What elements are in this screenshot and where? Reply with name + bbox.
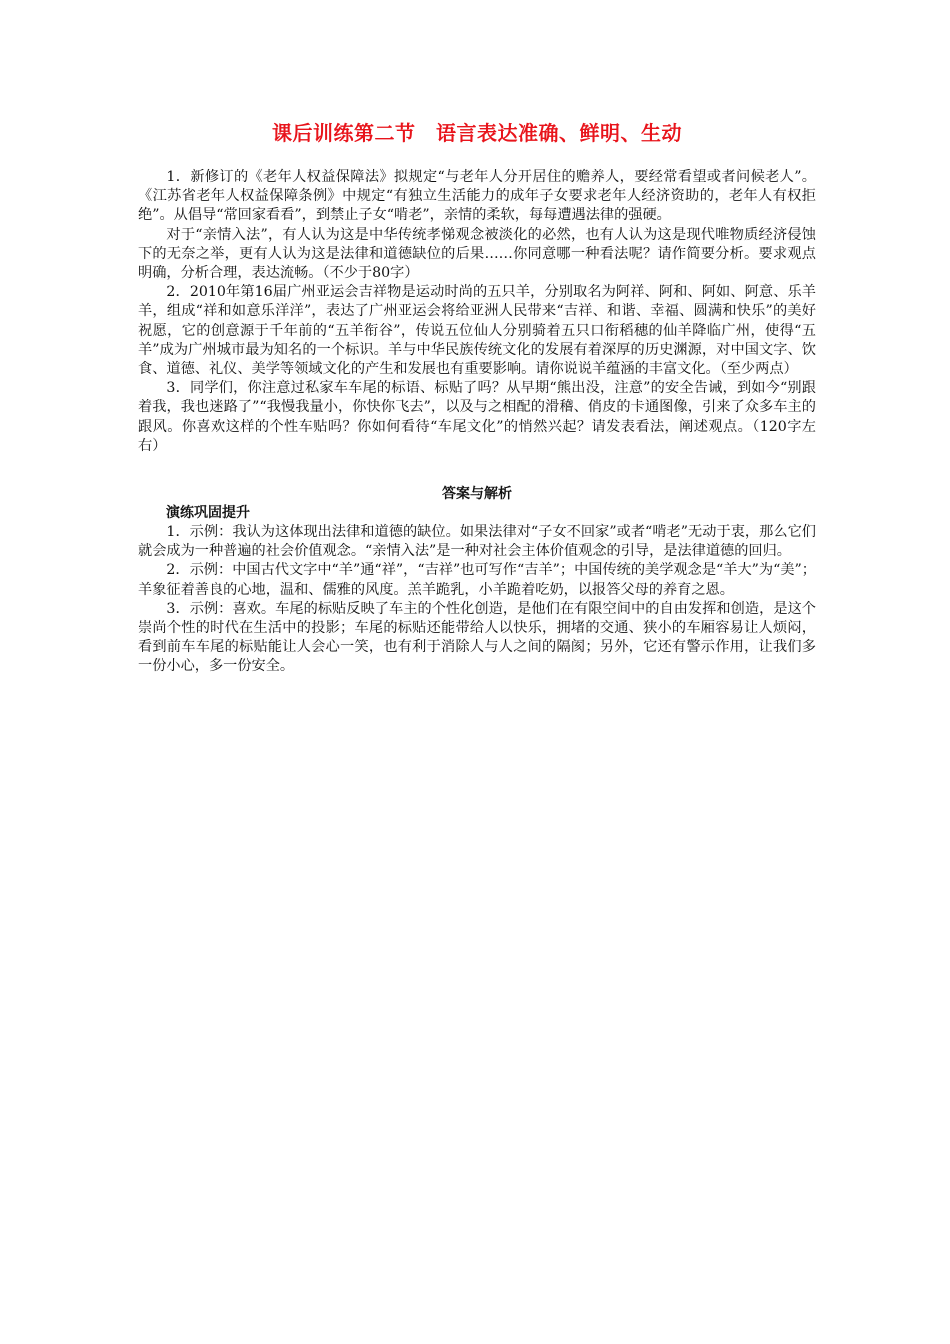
question-1-prompt: 对于“亲情入法”，有人认为这是中华传统孝悌观念被淡化的必然，也有人认为这是现代唯物质经济侵蚀下的无奈之举，更有人认为这是法律和道德缺位的后果……你同意哪一种看法呢？请作简要分析。要求观点明确，分析合理，表达流畅。（不少于80字）: [138, 226, 816, 282]
question-3-text: 3．同学们，你注意过私家车车尾的标语、标贴了吗？从早期“熊出没，注意”的安全告诫，到如今“别跟着我，我也迷路了”“我慢我量小，你快你飞去”，以及与之相配的滑稽、俏皮的卡通图像，引来了众多车主的跟风。你喜欢这样的个性车贴吗？你如何看待“车尾文化”的悄然兴起？请发表看法，阐述观点。（120字左右）: [138, 380, 816, 454]
answer-2-text: 2．示例：中国古代文字中“羊”通“祥”，“吉祥”也可写作“吉羊”；中国传统的美学观念是“羊大”为“美”；羊象征着善良的心地，温和、儒雅的风度。羔羊跪乳，小羊跪着吃奶，以报答父母的养育之恩。: [138, 562, 816, 598]
questions-section: [138, 168, 816, 456]
answers-heading: 答案与解析: [442, 486, 512, 503]
question-2-text: 2．2010年第16届广州亚运会吉祥物是运动时尚的五只羊，分别取名为阿祥、阿和、阿如、阿意、乐羊羊，组成“祥和如意乐洋洋”，表达了广州亚运会将给亚洲人民带来“吉祥、和谐、幸福、圆满和快乐”的美好祝愿，它的创意源于千年前的“五羊衔谷”，传说五位仙人分别骑着五只口衔稻穗的仙羊降临广州，使得“五羊”成为广州城市最为知名的一个标识。羊与中华民族传统文化的发展有着深厚的历史渊源，对中国文字、饮食、道德、礼仪、美学等领域文化的产生和发展也有重要影响。请你说说羊蕴涵的丰富文化。（至少两点）: [138, 284, 816, 378]
answer-1-text: 1．示例：我认为这体现出法律和道德的缺位。如果法律对“子女不回家”或者“啃老”无动于衷，那么它们就会成为一种普遍的社会价值观念。“亲情入法”是一种对社会主体价值观念的引导，是法律道德的回归。: [138, 524, 816, 560]
question-1-text: 1．新修订的《老年人权益保障法》拟规定“与老年人分开居住的赡养人，要经常看望或者问候老人”。《江苏省老年人权益保障条例》中规定“有独立生活能力的成年子女要求老年人经济资助的，老年人有权拒绝”。从倡导“常回家看看”，到禁止子女“啃老”，亲情的柔软，每每遭遇法律的强硬。: [138, 169, 816, 224]
answers-subheading: 演练巩固提升: [166, 505, 250, 522]
answers-section: [138, 484, 816, 677]
document-page: [138, 118, 816, 677]
page-title: 课后训练第二节 语言表达准确、鲜明、生动: [272, 121, 682, 145]
answer-3-text: 3．示例：喜欢。车尾的标贴反映了车主的个性化创造，是他们在有限空间中的自由发挥和创造，是这个崇尚个性的时代在生活中的投影；车尾的标贴还能带给人以快乐，拥堵的交通、狭小的车厢容易让人烦闷，看到前车车尾的标贴能让人会心一笑，也有利于消除人与人之间的隔阂；另外，它还有警示作用，让我们多一份小心，多一份安全。: [138, 600, 816, 675]
